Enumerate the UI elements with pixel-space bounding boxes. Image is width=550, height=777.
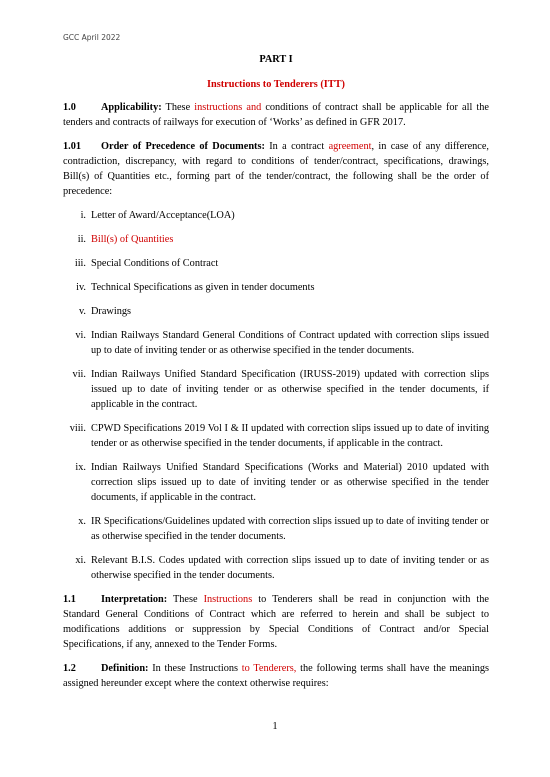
list-marker: iv. bbox=[76, 282, 86, 293]
list-item-text: Indian Railways Unified Standard Specification (IRUSS-2019) updated with correction slips issued up to date of inviting tender or as otherwise specified in the tender documents, if applicable in the contract. bbox=[91, 369, 489, 410]
section-title: Instructions to Tenderers (ITT) bbox=[207, 79, 345, 90]
clause-text-highlight: agreement bbox=[328, 141, 372, 152]
list-marker: x. bbox=[78, 516, 86, 527]
clause-number: 1.0 bbox=[63, 102, 76, 113]
clause-text: In these Instructions bbox=[148, 663, 242, 674]
clause-text: , in case of any difference, contradiction, discrepancy, with regard to conditions of tender/contract, specifications, drawings, Bill(s) of Quantities etc., forming part of the tender/contract, the following shall be the order of precedence: bbox=[63, 141, 489, 197]
list-item-text: Technical Specifications as given in tender documents bbox=[91, 282, 315, 293]
list-item bbox=[63, 514, 489, 544]
list-item bbox=[63, 553, 489, 583]
clause-1-01 bbox=[63, 139, 489, 199]
list-item bbox=[63, 208, 489, 223]
list-item-text: Special Conditions of Contract bbox=[91, 258, 219, 269]
clause-number: 1.1 bbox=[63, 594, 76, 605]
list-marker: viii. bbox=[69, 423, 86, 434]
list-marker: i. bbox=[80, 210, 86, 221]
clause-heading: Applicability: bbox=[101, 102, 162, 113]
list-item bbox=[63, 280, 489, 295]
list-marker: ix. bbox=[75, 462, 86, 473]
list-marker: xi. bbox=[75, 555, 86, 566]
list-marker: v. bbox=[78, 306, 86, 317]
part-title: PART I bbox=[259, 54, 293, 65]
clause-heading: Order of Precedence of Documents: bbox=[101, 141, 265, 152]
list-item bbox=[63, 421, 489, 451]
list-marker: vii. bbox=[72, 369, 86, 380]
clause-heading: Definition: bbox=[101, 663, 149, 674]
clause-number: 1.2 bbox=[63, 663, 76, 674]
clause-text-highlight: instructions and bbox=[194, 102, 262, 113]
page-number: 1 bbox=[272, 721, 278, 732]
clause-text: These bbox=[167, 594, 204, 605]
page-header: GCC April 2022 bbox=[63, 33, 121, 42]
list-item-text: IR Specifications/Guidelines updated with correction slips issued up to date of inviting tender or as otherwise specified in the tender documents. bbox=[91, 516, 489, 542]
clause-text: to Tenderers shall be read in conjunction with the Standard General Conditions of Contract which are referred to herein and shall be subject to modifications additions or suppression by Special Conditions of Contract and/or Special Specifications, if any, annexed to the Tender Forms. bbox=[63, 594, 489, 650]
list-item bbox=[63, 256, 489, 271]
list-item-text: CPWD Specifications 2019 Vol I & II updated with correction slips issued up to date of inviting tender or as otherwise specified in the tender documents, if applicable in the contract. bbox=[91, 423, 489, 449]
clause-1-2 bbox=[63, 661, 489, 691]
list-item bbox=[63, 328, 489, 358]
list-marker: ii. bbox=[77, 234, 86, 245]
list-item-text: Drawings bbox=[91, 306, 132, 317]
list-item-text: Indian Railways Unified Standard Specifications (Works and Material) 2010 updated with correction slips issued up to date of inviting tender or as otherwise specified in the tender documents, if applicable in the contract. bbox=[91, 462, 489, 503]
document-body bbox=[63, 52, 489, 700]
clause-number: 1.01 bbox=[63, 141, 82, 152]
list-item bbox=[63, 232, 489, 247]
list-item-text: Letter of Award/Acceptance(LOA) bbox=[91, 210, 235, 221]
list-marker: vi. bbox=[75, 330, 86, 341]
clause-text: In a contract bbox=[264, 141, 329, 152]
clause-text: conditions of contract shall be applicable for all the tenders and contracts of railways for execution of ‘Works’ as defined in GFR 2017. bbox=[63, 102, 489, 128]
list-marker: iii. bbox=[74, 258, 86, 269]
list-item-text: Bill(s) of Quantities bbox=[91, 234, 174, 245]
precedence-list bbox=[63, 208, 489, 583]
list-item-text: Relevant B.I.S. Codes updated with correction slips issued up to date of inviting tender or as otherwise specified in the tender documents. bbox=[91, 555, 489, 581]
clause-text: These bbox=[161, 102, 195, 113]
clause-text: the following terms shall have the meanings assigned hereunder except where the context otherwise requires: bbox=[63, 663, 489, 689]
list-item-text: Indian Railways Standard General Conditions of Contract updated with correction slips issued up to date of inviting tender or as otherwise specified in the tender documents. bbox=[91, 330, 489, 356]
clause-text-highlight: Instructions bbox=[203, 594, 253, 605]
list-item bbox=[63, 460, 489, 505]
clause-1-1 bbox=[63, 592, 489, 652]
clause-heading: Interpretation: bbox=[101, 594, 168, 605]
clause-text-highlight: to Tenderers, bbox=[241, 663, 297, 674]
clause-1-0 bbox=[63, 100, 489, 130]
list-item bbox=[63, 367, 489, 412]
list-item bbox=[63, 304, 489, 319]
